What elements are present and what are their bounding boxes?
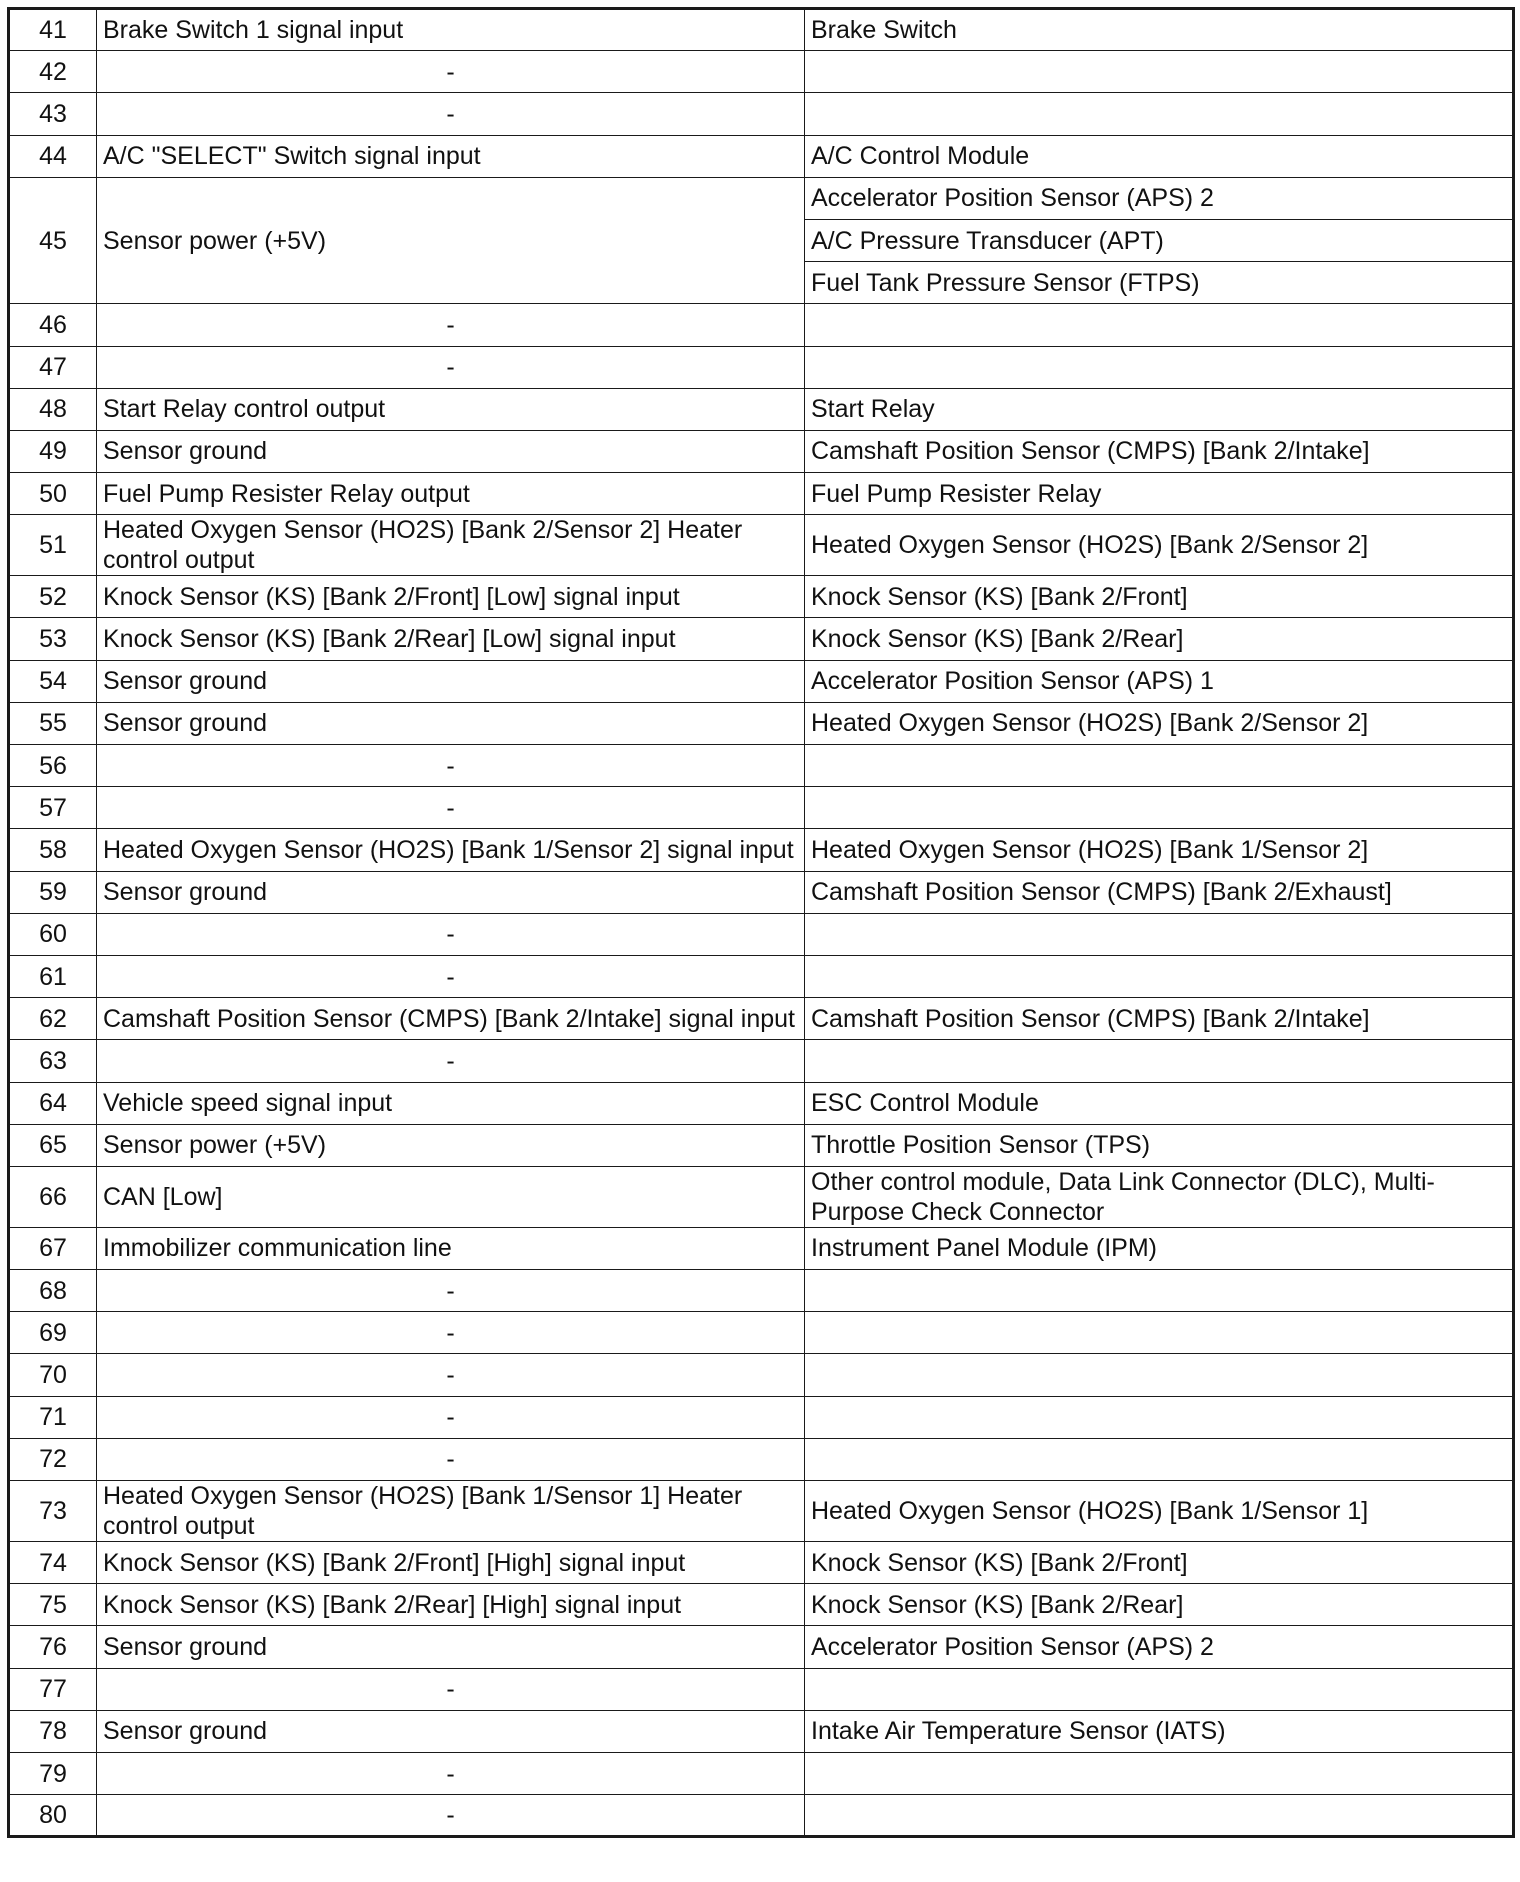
connection-cell: Fuel Pump Resister Relay [805,473,1514,515]
table-row [9,1668,1514,1710]
connection-cell [805,913,1514,955]
pin-description-cell: - [97,1795,805,1837]
connection-cell [805,955,1514,997]
pin-description-cell: - [97,1312,805,1354]
pin-number-cell: 65 [9,1124,97,1166]
pin-number-cell: 43 [9,93,97,135]
table-row [9,1438,1514,1480]
table-row [9,135,1514,177]
connection-cell [805,1668,1514,1710]
connection-cell: Camshaft Position Sensor (CMPS) [Bank 2/Intake] [805,430,1514,472]
table-row [9,473,1514,515]
connection-cell [805,1752,1514,1794]
pin-description-cell: - [97,1752,805,1794]
connection-cell: Throttle Position Sensor (TPS) [805,1124,1514,1166]
pin-number-cell: 64 [9,1082,97,1124]
pin-description-cell: - [97,1270,805,1312]
pin-description-cell: A/C "SELECT" Switch signal input [97,135,805,177]
table-row [9,51,1514,93]
pin-description-cell: Sensor ground [97,871,805,913]
connection-cell [805,1270,1514,1312]
pin-number-cell: 69 [9,1312,97,1354]
pin-number-cell: 50 [9,473,97,515]
table-row [9,9,1514,51]
pin-description-cell: Knock Sensor (KS) [Bank 2/Front] [High] signal input [97,1542,805,1584]
connection-cell: Instrument Panel Module (IPM) [805,1227,1514,1269]
table-row [9,787,1514,829]
connection-cell [805,346,1514,388]
pin-number-cell: 59 [9,871,97,913]
pin-number-cell: 41 [9,9,97,51]
pin-number-cell: 79 [9,1752,97,1794]
table-row [9,1124,1514,1166]
pin-description-cell: - [97,304,805,346]
pin-number-cell: 47 [9,346,97,388]
pin-description-cell: - [97,1040,805,1082]
table-row [9,430,1514,472]
pin-number-cell: 54 [9,660,97,702]
connection-cell: Camshaft Position Sensor (CMPS) [Bank 2/Intake] [805,998,1514,1040]
connection-cell: Brake Switch [805,9,1514,51]
connection-cell: Start Relay [805,388,1514,430]
pin-description-cell: - [97,745,805,787]
pin-number-cell: 74 [9,1542,97,1584]
pin-number-cell: 52 [9,576,97,618]
pin-number-cell: 75 [9,1584,97,1626]
table-row [9,955,1514,997]
pin-number-cell: 66 [9,1166,97,1227]
table-row [9,515,1514,576]
table-row [9,1227,1514,1269]
connection-cell [805,1396,1514,1438]
table-row [9,998,1514,1040]
pin-description-cell: CAN [Low] [97,1166,805,1227]
pin-number-cell: 63 [9,1040,97,1082]
pin-description-cell: Heated Oxygen Sensor (HO2S) [Bank 2/Sensor 2] Heater control output [97,515,805,576]
connection-cell: Heated Oxygen Sensor (HO2S) [Bank 2/Sensor 2] [805,702,1514,744]
connection-cell: Other control module, Data Link Connector (DLC), Multi-Purpose Check Connector [805,1166,1514,1227]
pin-description-table [7,7,1515,1838]
connection-cell [805,1312,1514,1354]
table-row [9,1082,1514,1124]
table-row [9,93,1514,135]
connection-cell [805,745,1514,787]
table-row [9,1396,1514,1438]
pin-description-cell: - [97,51,805,93]
connection-cell: Knock Sensor (KS) [Bank 2/Rear] [805,1584,1514,1626]
pin-number-cell: 53 [9,618,97,660]
pin-number-cell: 73 [9,1481,97,1542]
pin-description-cell: - [97,1438,805,1480]
pin-number-cell: 61 [9,955,97,997]
table-row [9,388,1514,430]
table-row [9,1584,1514,1626]
pin-number-cell: 44 [9,135,97,177]
pin-description-cell: Heated Oxygen Sensor (HO2S) [Bank 1/Sensor 2] signal input [97,829,805,871]
pin-number-cell: 70 [9,1354,97,1396]
table-row [9,871,1514,913]
table-row [9,1542,1514,1584]
connection-cell: Knock Sensor (KS) [Bank 2/Front] [805,1542,1514,1584]
connection-cell [805,93,1514,135]
connection-cell: Fuel Tank Pressure Sensor (FTPS) [805,262,1514,304]
table-row [9,702,1514,744]
table-row [9,829,1514,871]
pin-description-cell: Knock Sensor (KS) [Bank 2/Front] [Low] signal input [97,576,805,618]
pin-description-cell: - [97,913,805,955]
pin-number-cell: 76 [9,1626,97,1668]
connection-cell [805,1438,1514,1480]
connection-cell [805,304,1514,346]
pin-description-cell: - [97,1668,805,1710]
table-row [9,1752,1514,1794]
table-row [9,1626,1514,1668]
pin-number-cell: 56 [9,745,97,787]
connection-cell [805,51,1514,93]
table-row [9,1312,1514,1354]
connection-cell: A/C Control Module [805,135,1514,177]
pin-number-cell: 48 [9,388,97,430]
pin-description-cell: Start Relay control output [97,388,805,430]
pin-number-cell: 45 [9,177,97,304]
table-row [9,1354,1514,1396]
connection-cell: A/C Pressure Transducer (APT) [805,219,1514,261]
pin-description-cell: Immobilizer communication line [97,1227,805,1269]
pin-description-cell: Knock Sensor (KS) [Bank 2/Rear] [High] signal input [97,1584,805,1626]
table-row [9,1795,1514,1837]
pin-number-cell: 60 [9,913,97,955]
connection-cell: Accelerator Position Sensor (APS) 2 [805,177,1514,219]
connection-cell [805,1354,1514,1396]
pin-number-cell: 62 [9,998,97,1040]
connection-cell: Knock Sensor (KS) [Bank 2/Front] [805,576,1514,618]
table-body [9,9,1514,1837]
table-row [9,618,1514,660]
pin-description-cell: Brake Switch 1 signal input [97,9,805,51]
table-row [9,1710,1514,1752]
pin-description-cell: - [97,1396,805,1438]
pin-number-cell: 68 [9,1270,97,1312]
table-row [9,177,1514,219]
pin-description-cell: Sensor power (+5V) [97,177,805,304]
pin-number-cell: 71 [9,1396,97,1438]
pin-number-cell: 78 [9,1710,97,1752]
pin-description-cell: - [97,955,805,997]
pin-number-cell: 58 [9,829,97,871]
connection-cell: Heated Oxygen Sensor (HO2S) [Bank 1/Sensor 1] [805,1481,1514,1542]
connection-cell [805,1795,1514,1837]
pin-description-cell: Camshaft Position Sensor (CMPS) [Bank 2/Intake] signal input [97,998,805,1040]
table-row [9,1481,1514,1542]
table-row [9,660,1514,702]
pin-description-cell: Vehicle speed signal input [97,1082,805,1124]
pin-description-cell: Sensor ground [97,430,805,472]
connection-cell: Heated Oxygen Sensor (HO2S) [Bank 2/Sensor 2] [805,515,1514,576]
table-row [9,1166,1514,1227]
pin-number-cell: 46 [9,304,97,346]
table-row [9,745,1514,787]
table-row [9,304,1514,346]
pin-number-cell: 77 [9,1668,97,1710]
table-row [9,1040,1514,1082]
pin-description-cell: Fuel Pump Resister Relay output [97,473,805,515]
table-row [9,346,1514,388]
pin-number-cell: 55 [9,702,97,744]
pin-description-cell: Sensor ground [97,1710,805,1752]
connection-cell [805,787,1514,829]
table-row [9,1270,1514,1312]
pin-number-cell: 57 [9,787,97,829]
connection-cell: Accelerator Position Sensor (APS) 1 [805,660,1514,702]
table-row [9,913,1514,955]
pin-description-cell: - [97,346,805,388]
pin-description-cell: Heated Oxygen Sensor (HO2S) [Bank 1/Sensor 1] Heater control output [97,1481,805,1542]
pin-description-cell: Sensor ground [97,1626,805,1668]
connection-cell: Heated Oxygen Sensor (HO2S) [Bank 1/Sensor 2] [805,829,1514,871]
pin-description-cell: Sensor ground [97,660,805,702]
pin-description-cell: - [97,787,805,829]
connection-cell: ESC Control Module [805,1082,1514,1124]
table-row [9,576,1514,618]
pin-number-cell: 42 [9,51,97,93]
pin-description-cell: Sensor ground [97,702,805,744]
connection-cell: Intake Air Temperature Sensor (IATS) [805,1710,1514,1752]
pin-description-cell: - [97,93,805,135]
connection-cell: Accelerator Position Sensor (APS) 2 [805,1626,1514,1668]
connection-cell: Camshaft Position Sensor (CMPS) [Bank 2/Exhaust] [805,871,1514,913]
pin-number-cell: 72 [9,1438,97,1480]
pin-number-cell: 67 [9,1227,97,1269]
connection-cell: Knock Sensor (KS) [Bank 2/Rear] [805,618,1514,660]
pin-description-cell: - [97,1354,805,1396]
pin-description-cell: Knock Sensor (KS) [Bank 2/Rear] [Low] signal input [97,618,805,660]
pin-description-cell: Sensor power (+5V) [97,1124,805,1166]
pin-number-cell: 51 [9,515,97,576]
pin-number-cell: 80 [9,1795,97,1837]
pin-number-cell: 49 [9,430,97,472]
connection-cell [805,1040,1514,1082]
